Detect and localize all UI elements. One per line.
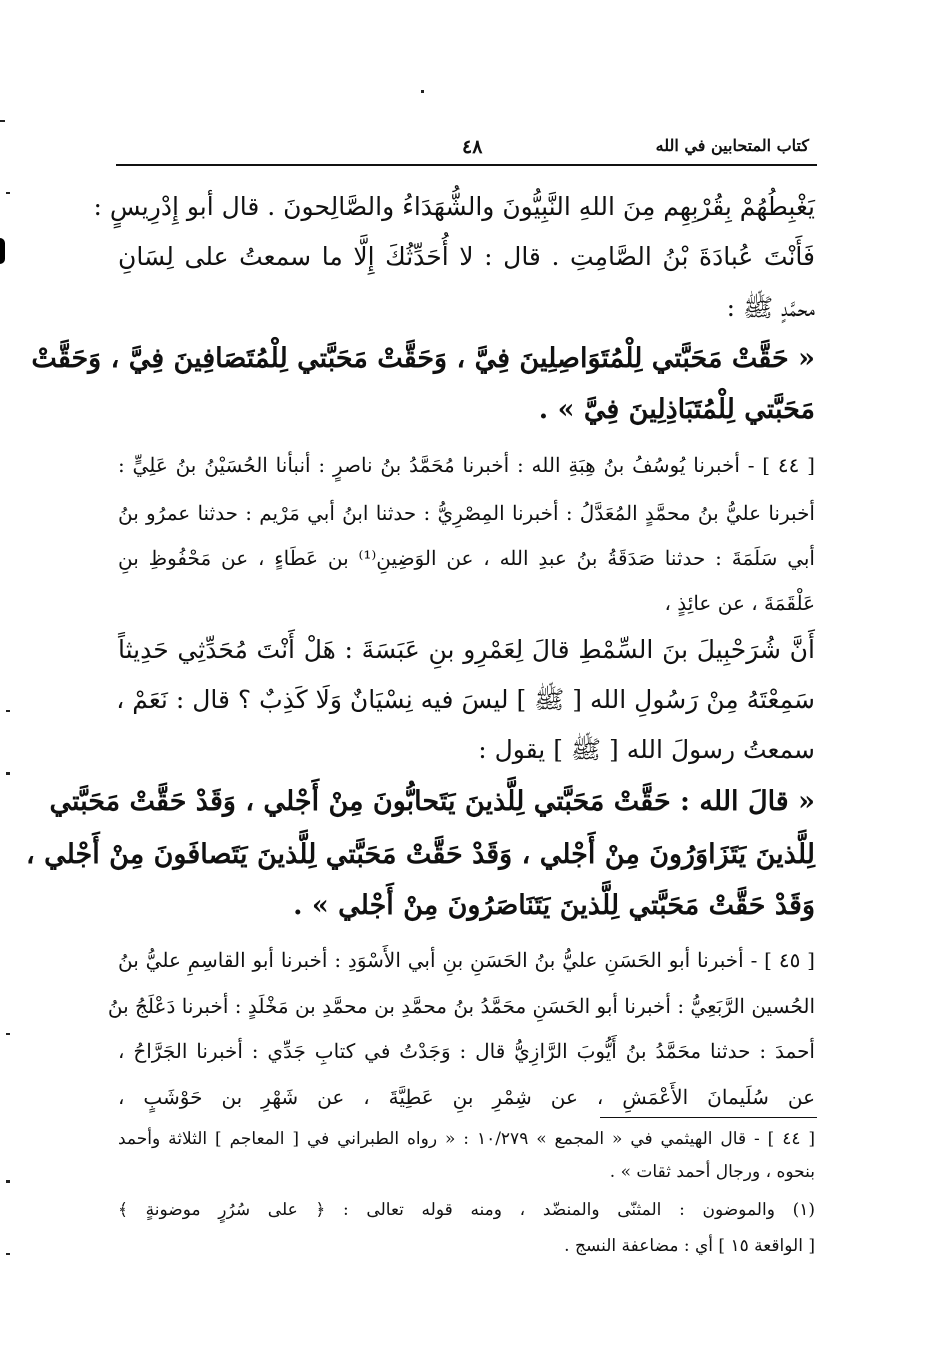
footnote-line: بنحوه ، ورجال أحمد ثقات » . [609, 1162, 815, 1182]
hadith-quote-line: مَحَبَّتي لِلْمُتَبَاذِلِينَ فِيَّ » . [538, 394, 815, 425]
page-number: ٤٨ [462, 136, 483, 158]
text-line: أَنَّ شُرَحْبِيلَ بنَ السِّمْطِ قالَ لِعَمْرِو بنِ عَبَسَةَ : هَلْ أَنْتَ مُحَدِّثِي حَدِيثاً [118, 635, 815, 664]
footnote-rule [600, 1117, 817, 1118]
isnad-line: أخبرنا عليُّ بنُ محمَّدٍ المُعَدَّلُ : أخبرنا المِصْرِيُّ : حدثنا ابنُ أبي مَرْيم : حدثنا عمرُو بنُ [118, 501, 815, 525]
header-rule [116, 164, 817, 166]
scan-speck [6, 1253, 10, 1255]
text-line: فَأَنْتَ عُبادَةَ بْنُ الصَّامِتِ . قال : لا أُحَدِّثُكَ إِلَّا ما سمعتُ على لِسَانِ [118, 242, 815, 271]
hadith-quote-line: « حَقَّتْ مَحَبَّتي لِلْمُتَوَاصِلِينَ فِيَّ ، وَحَقَّتْ مَحَبَّتي لِلْمُتَصَافِينَ فِيَّ ، وَحَقَّتْ [31, 343, 815, 374]
scan-speck [6, 772, 10, 775]
isnad-line: أبي سَلَمَةَ : حدثنا صَدَقَةُ بنُ عبدِ الله ، عن الوَضِينِ⁽¹⁾ بن عَطَاءٍ ، عن مَحْفُوظِ بنِ [118, 546, 815, 570]
scan-speck [6, 710, 10, 712]
text-line: يَغْبِطُهُمْ بِقُرْبِهِم مِنَ اللهِ النَّبِيُّونَ والشُّهَدَاءُ والصَّالِحونَ . قال أبو إِدْرِيسٍ : [93, 192, 815, 221]
text-line: سمعتُ رسولَ الله [ ﷺ ] يقول : [478, 735, 815, 764]
isnad-line: [ ٤٤ ] - أخبرنا يُوسُفُ بنُ هِبَةِ الله : أخبرنا مُحَمَّدُ بنُ ناصرٍ : أنبأنا الحُسَيْنُ بنُ عَلِيٍّ : [118, 453, 815, 477]
text-line: سَمِعْتَهُ مِنْ رَسُولِ الله [ ﷺ ] ليسَ فيه نِسْيَانٌ وَلَا كَذِبٌ ؟ قال : نَعَمْ ، [116, 685, 815, 714]
isnad-line: الحُسين الرَّبَعِيُّ : أخبرنا أبو الحَسَنِ محَمَّدُ بنُ محمَّدِ بن محمَّدِ بن مَخْلَدٍ : أخبرنا دَعْلَجُ بنُ [107, 994, 815, 1018]
hadith-quote-line: لِلَّذينَ يَتَزَاوَرُونَ مِنْ أَجْلي ، وَقَدْ حَقَّتْ مَحَبَّتي لِلَّذينَ يَتَصافَونَ مِنْ أَجْلي ، [26, 839, 815, 870]
footnote-line: [ ٤٤ ] - قال الهيثمي في « المجمع » ١٠/٢٧٩ : « رواه الطبراني في [ المعاجم ] الثلاثة وأحمد [118, 1129, 815, 1149]
scan-speck [0, 120, 5, 122]
footnote-line: (١) والموضون : المثنّى والمنضّد ، ومنه قوله تعالى : ﴿ على سُرُرٍ موضونةٍ ﴾ [118, 1200, 815, 1220]
scan-speck [421, 90, 424, 93]
isnad-line: [ ٤٥ ] - أخبرنا أبو الحَسَنِ عليُّ بنُ الحَسَنِ بنِ أبي الأَسْوَدِ : أخبرنا أبو القاسِمِ عليُّ بنُ [118, 948, 815, 972]
running-header-title: كتاب المتحابين في الله [655, 136, 809, 155]
scan-edge-shadow [0, 238, 5, 264]
hadith-quote-line: « قالَ الله : حَقَّتْ مَحَبَّتي لِلَّذينَ يَتَحابُّونَ مِنْ أَجْلي ، وَقَدْ حَقَّتْ مَحَبَّتي [49, 786, 815, 817]
scan-speck [6, 1033, 10, 1035]
hadith-quote-line: وَقَدْ حَقَّتْ مَحَبَّتي لِلَّذينَ يَتَنَاصَرُونَ مِنْ أَجْلي » . [293, 890, 815, 921]
isnad-line: عَلْقَمَةَ ، عن عائِذٍ ، [664, 591, 815, 615]
text-line: محمَّدٍ ﷺ : [726, 293, 815, 322]
scan-speck [6, 1180, 10, 1183]
footnote-line: [ الواقعة ١٥ ] أي : مضاعفة النسج . [564, 1236, 815, 1256]
isnad-line: عن سُلَيمانَ الأَعْمَشِ ، عن شِمْرِ بنِ عَطِيَّةَ ، عن شَهْرِ بن حَوْشَبٍ ، [118, 1085, 815, 1109]
isnad-line: أحمدَ : حدثنا محَمَّدُ بنُ أَيُّوبَ الرَّازِيُّ قال : وَجَدْتُ في كتابِ جَدِّي : أخبرنا الجَرَّاحُ ، [118, 1039, 815, 1063]
scan-speck [6, 192, 10, 194]
